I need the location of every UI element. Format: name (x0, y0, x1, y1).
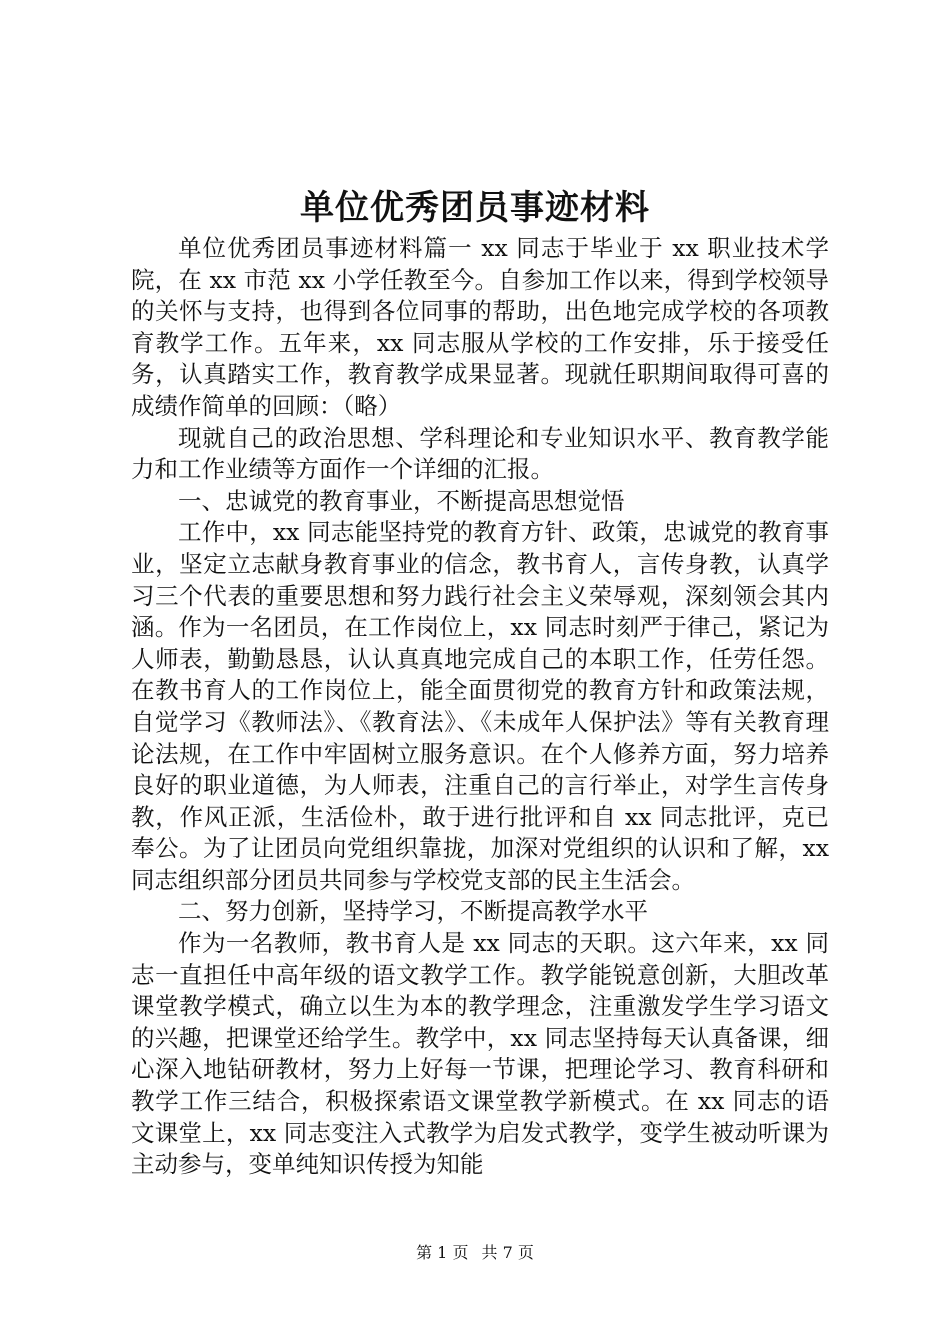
paragraph-section-1: 工作中，xx 同志能坚持党的教育方针、政策，忠诚党的教育事业，坚定立志献身教育事业的信念，教书育人，言传身教，认真学习三个代表的重要思想和努力践行社会主义荣辱观，深刻领会其内涵。作为一名团员，在工作岗位上，xx 同志时刻严于律己，紧记为人师表，勤勤恳恳，认认真真地完成自己的本职工作，任劳任怨。在教书育人的工作岗位上，能全面贯彻党的教育方针和政策法规，自觉学习《教师法》、《教育法》、《未成年人保护法》等有关教育理论法规，在工作中牢固树立服务意识。在个人修养方面，努力培养良好的职业道德，为人师表，注重自己的言行举止，对学生言传身教，作风正派，生活俭朴，敢于进行批评和自 xx 同志批评，克已奉公。为了让团员向党组织靠拢，加深对党组织的认识和了解，xx 同志组织部分团员共同参与学校党支部的民主生活会。 (131, 518, 829, 894)
paragraph-intro: 单位优秀团员事迹材料篇一 xx 同志于毕业于 xx 职业技术学院，在 xx 市范 xx 小学任教至今。自参加工作以来，得到学校领导的关怀与支持，也得到各位同事的帮助，出色地完成学校的各项教育教学工作。五年来，xx 同志服从学校的工作安排，乐于接受任务，认真踏实工作，教育教学成果显著。现就任职期间取得可喜的成绩作简单的回顾：（略） (131, 234, 829, 420)
section-heading-2: 二、努力创新，坚持学习，不断提高教学水平 (178, 897, 648, 926)
document-title: 单位优秀团员事迹材料 (300, 188, 650, 228)
paragraph-report: 现就自己的政治思想、学科理论和专业知识水平、教育教学能力和工作业绩等方面作一个详细的汇报。 (131, 423, 829, 484)
page-number: 第 1 页 (416, 1243, 469, 1262)
paragraph-section-2: 作为一名教师，教书育人是 xx 同志的天职。这六年来，xx 同志一直担任中高年级的语文教学工作。教学能锐意创新，大胆改革课堂教学模式，确立以生为本的教学理念，注重激发学生学习语文的兴趣，把课堂还给学生。教学中，xx 同志坚持每天认真备课，细心深入地钻研教材，努力上好每一节课，把理论学习、教育科研和教学工作三结合，积极探索语文课堂教学新模式。在 xx 同志的语文课堂上，xx 同志变注入式教学为启发式教学，变学生被动听课为主动参与，变单纯知识传授为知能 (131, 929, 829, 1179)
page-total: 共 7 页 (481, 1243, 534, 1262)
document-body (131, 233, 829, 1181)
page-footer (0, 1242, 950, 1264)
section-heading-1: 一、忠诚党的教育事业，不断提高思想觉悟 (178, 486, 625, 515)
